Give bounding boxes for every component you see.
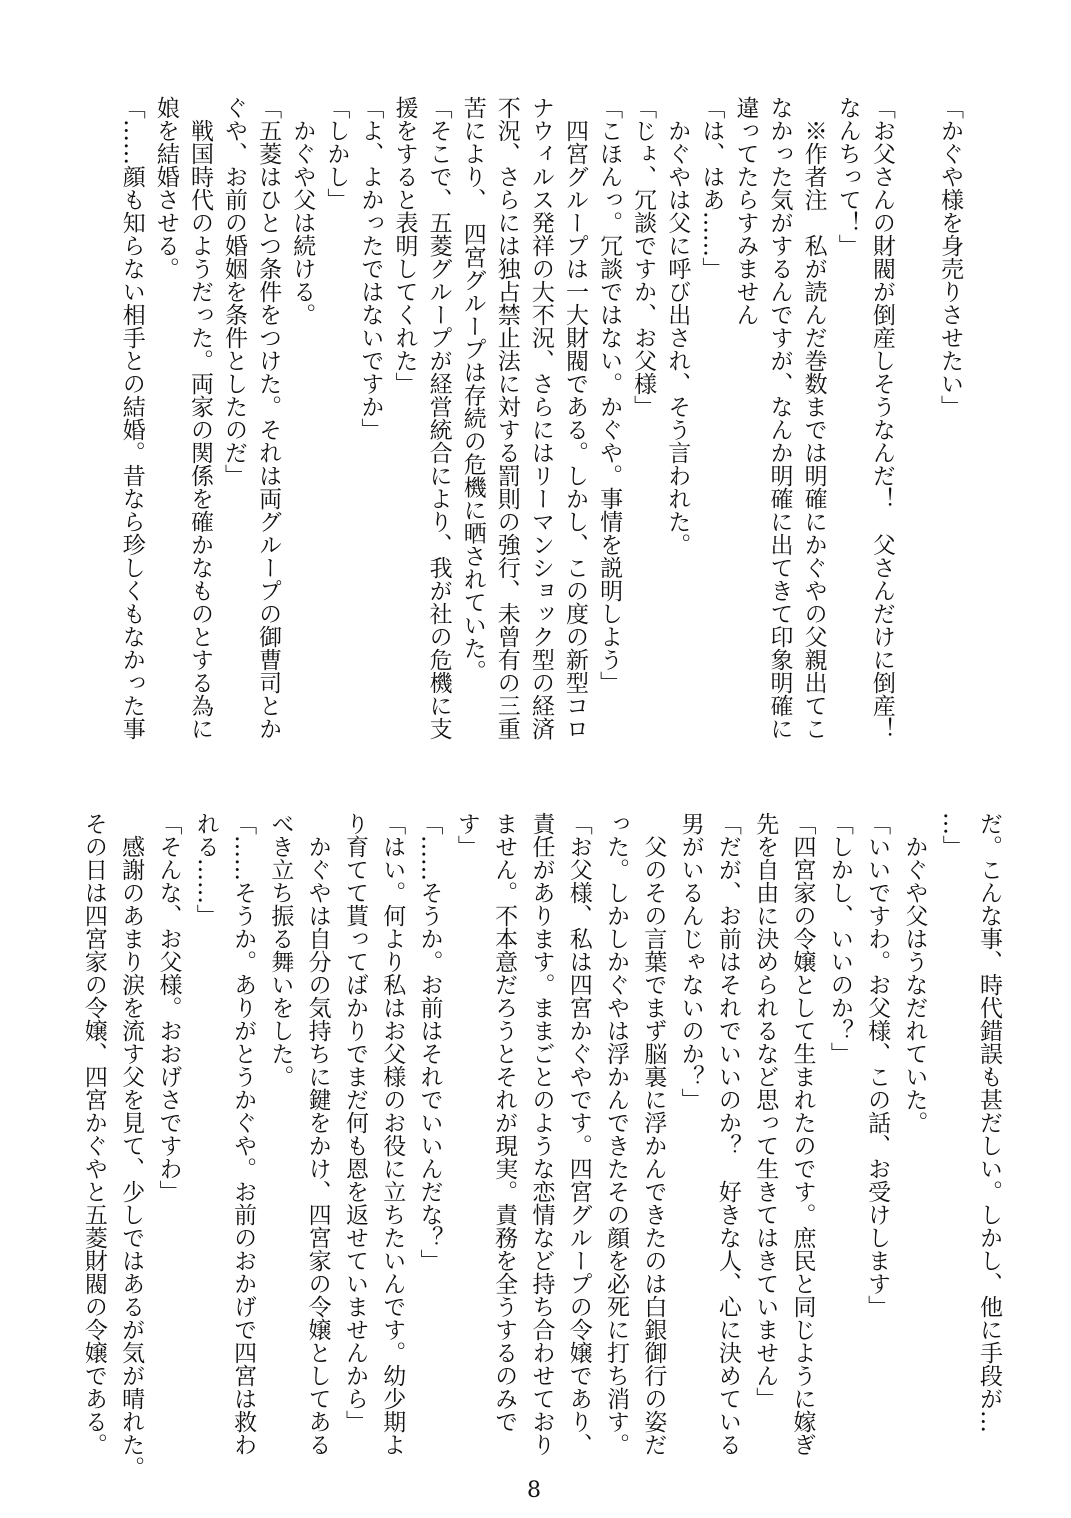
text-column: す」: [453, 812, 480, 858]
text-column: かぐやは自分の気持ちに鍵をかけ、四宮家の令嬢としてある: [304, 812, 331, 1456]
text-column: なかった気がするんですが、なんか明確に出てきて印象明確に: [766, 96, 793, 740]
text-column: ません。不本意だろうとそれが現実。責務を全うするのみで: [491, 812, 518, 1433]
text-column: 違ってたらすみません: [732, 96, 759, 326]
text-column: 「そんな、お父様。おおげさですわ」: [155, 812, 182, 1203]
text-column: [899, 96, 933, 740]
text-column: 「しかし」: [323, 96, 350, 211]
text-column: れる……」: [192, 812, 219, 927]
text-column: …」: [938, 812, 965, 858]
text-column: ナウィルス発祥の大不況、さらにはリーマンショック型の経済: [527, 96, 554, 740]
text-column: 感謝のあまり涙を流す父を見て、少しではあるが気が晴れた。: [118, 812, 145, 1479]
text-column: った。しかしかぐやは浮かんできたその顔を必死に打ち消す。: [603, 812, 630, 1456]
text-column: 娘を結婚させる。: [152, 96, 179, 280]
text-column: 「よ、よかったではないですか」: [357, 96, 384, 441]
text-column: ※作者注 私が読んだ巻数までは明確にかぐやの父親出てこ: [800, 96, 827, 740]
text-column: 男がいるんじゃないのか？」: [677, 812, 704, 1111]
text-column: だ。こんな事、時代錯誤も甚だしい。しかし、他に手段が…: [976, 812, 1002, 1433]
text-column: 「いいですわ。お父様、この話、お受けします」: [864, 812, 891, 1318]
text-column: 「五菱はひとつ条件をつけた。それは両グループの御曹司とか: [255, 96, 282, 740]
text-column: 戦国時代のようだった。両家の関係を確かなものとする為に: [186, 96, 213, 740]
upper-text-block: [115, 96, 967, 740]
text-column: 「……顔も知らない相手との結婚。昔なら珍しくもなかった事: [118, 96, 145, 740]
text-column: 先を自由に決められるなど思って生きてはきていません」: [752, 812, 779, 1410]
text-column: 「四宮家の令嬢として生まれたのです。庶民と同じように嫁ぎ: [789, 812, 816, 1456]
text-column: り育てて貰ってばかりでまだ何も恩を返せていませんから」: [341, 812, 368, 1433]
text-column: 「は、はあ……」: [698, 96, 725, 280]
text-column: 「しかし、いいのか？」: [826, 812, 853, 1065]
text-column: 「……そうか。ありがとうかぐや。お前のおかげで四宮は救わ: [230, 812, 257, 1456]
text-column: 「だが、お前はそれでいいのか？ 好きな人、心に決めている: [714, 812, 741, 1456]
text-column: かぐや父はうなだれていた。: [901, 812, 928, 1134]
text-column: 父のその言葉でまず脳裏に浮かんできたのは白銀御行の姿だ: [640, 812, 667, 1456]
text-column: 「こほんっ。冗談ではない。かぐや。事情を説明しよう」: [596, 96, 623, 694]
text-column: なんちって！」: [834, 96, 861, 257]
text-column: 援をすると表明してくれた」: [391, 96, 418, 395]
text-column: 四宮グループは一大財閥である。しかし、この度の新型コロ: [561, 96, 588, 740]
text-column: 「……そうか。お前はそれでいいんだな？」: [416, 812, 443, 1272]
text-column: その日は四宮家の令嬢、四宮かぐやと五菱財閥の令嬢である。: [80, 812, 107, 1456]
text-column: べき立ち振る舞いをした。: [267, 812, 294, 1088]
text-column: 「じょ、冗談ですか、お父様」: [630, 96, 657, 418]
text-column: かぐや父は続ける。: [289, 96, 316, 326]
text-column: 不況、さらには独占禁止法に対する罰則の強行、未曾有の三重: [493, 96, 520, 740]
text-column: 「お父様、私は四宮かぐやです。四宮グループの令嬢であり、: [565, 812, 592, 1456]
text-column: 「そこで、五菱グループが経営統合により、我が社の危機に支: [425, 96, 452, 740]
text-column: 「お父さんの財閥が倒産しそうなんだ！ 父さんだけに倒産！: [868, 96, 895, 740]
lower-text-block: [75, 812, 1007, 1479]
text-column: 苦により、 四宮グループは存続の危機に晒されていた。: [459, 96, 486, 683]
text-column: 「はい。何より私はお父様のお役に立ちたいんです。幼少期よ: [379, 812, 406, 1456]
page-number: 8: [527, 1478, 541, 1503]
text-column: かぐやは父に呼び出され、そう言われた。: [664, 96, 691, 556]
text-column: 責任があります。ままごとのような恋情など持ち合わせており: [528, 812, 555, 1456]
text-column: ぐや、お前の婚姻を条件としたのだ」: [221, 96, 248, 487]
text-column: 「かぐや様を身売りさせたい」: [937, 96, 963, 418]
